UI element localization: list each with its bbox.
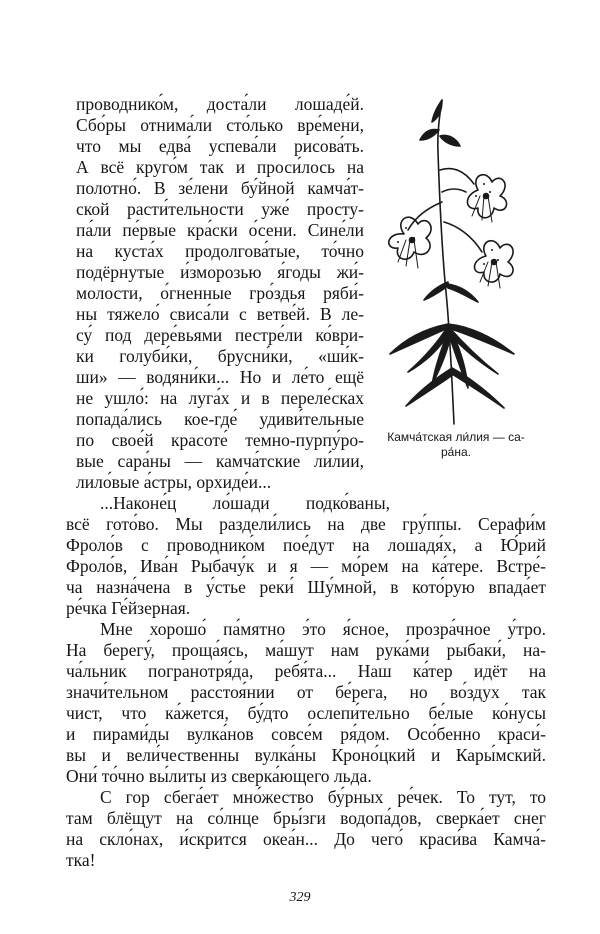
text-line: тка! xyxy=(66,850,96,870)
caption-line: ра́на. xyxy=(441,445,471,459)
text-line: па́ли пе́рвые кра́ски о́сени. Сине́ли xyxy=(76,220,364,240)
text-line: вые сара́ны — камча́тские ли́лии, xyxy=(76,451,364,471)
text-line: вы и вели́чественны вулка́ны Кроно́цкий и Кары́мский. xyxy=(66,745,546,765)
page-number: 329 xyxy=(289,890,311,905)
text-line: ча назна́чена в у́стье реки́ Шу́мной, в кото́рую впада́ет xyxy=(66,577,546,597)
text-line: значи́тельном расстоя́нии от бе́рега, но во́здух так xyxy=(66,682,546,702)
text-line: ре́чка Ге́йзерная. xyxy=(66,598,191,618)
text-line: А всё круго́м так и проси́лось на xyxy=(76,157,364,177)
text-line: попада́лись кое-где́ удиви́тельные xyxy=(76,409,364,429)
text-line: Сбо́ры отнима́ли сто́лько вре́мени, xyxy=(76,115,364,135)
text-line: по свое́й красоте́ темно-пурпу́ро- xyxy=(76,430,364,450)
text-line: подёрнутые и́зморозью я́годы жи́- xyxy=(76,262,364,282)
text-line: ...Наконе́ц ло́шади подко́ваны, xyxy=(100,493,390,513)
text-line: на скло́нах, и́скрится океа́н... До чего́ краси́ва Камча́- xyxy=(66,829,546,849)
text-line: там блёщут на со́лнце бры́зги водопа́дов, сверка́ет снег xyxy=(66,808,546,828)
text-line: Мне хорошо́ па́мятно э́то я́сное, прозра́чное у́тро. xyxy=(100,619,546,639)
lily-illustration xyxy=(368,92,544,432)
text-line: ской расти́тельности уже́ просту- xyxy=(76,199,364,219)
figure-caption xyxy=(370,430,542,460)
text-line: полотно́. В зе́лени бу́йной камча́т- xyxy=(76,178,364,198)
caption-line: Камча́тская ли́лия — са- xyxy=(387,430,525,444)
text-line: всё гото́во. Мы раздели́лись на две гру́ппы. Серафи́м xyxy=(66,514,546,534)
text-line: что мы едва́ успева́ли рисова́ть. xyxy=(76,136,364,156)
text-line: молости, о́гненные гро́здья ряби́- xyxy=(76,283,364,303)
text-line: ны тяжело́ свиса́ли с ветве́й. В ле- xyxy=(76,304,364,324)
text-line: ча́льник погранотря́да, ребя́та... Наш ка́тер идёт на xyxy=(66,661,546,681)
text-line: су́ под дере́вьями пестре́ли ко́ври- xyxy=(76,325,364,345)
text-line: Фроло́в с проводнико́м пое́дут на лошадя́х, а Ю́рий xyxy=(66,535,546,555)
text-line: на куста́х продолгова́тые, то́чно xyxy=(76,241,364,261)
text-line: и пирами́ды вулка́нов совсе́м ря́дом. Осо́бенно краси́- xyxy=(66,724,546,744)
text-line: проводнико́м, доста́ли лошаде́й. xyxy=(76,94,364,114)
text-line: ши» — водяни́ки... Но и ле́то ещё xyxy=(76,367,364,387)
text-line: Фроло́в, Ива́н Рыбачу́к и я — мо́рем на ка́тере. Встре́- xyxy=(66,556,546,576)
text-line: На берегу́, проща́ясь, ма́шут нам рука́ми рыбаки́, на- xyxy=(66,640,546,660)
text-line: ки голуби́ки, брусни́ки, «ши́к- xyxy=(76,346,364,366)
text-line: лило́вые а́стры, орхиде́и... xyxy=(76,472,272,492)
text-line: не ушло́: на луга́х и в переле́сках xyxy=(76,388,364,408)
text-line: Они́ то́чно вы́литы из сверка́ющего льда. xyxy=(66,766,372,786)
text-line: С гор сбега́ет мно́жество бу́рных ре́чек. То тут, то xyxy=(100,787,546,807)
text-line: чист, что ка́жется, бу́дто ослепи́тельно бе́лые ко́нусы xyxy=(66,703,546,723)
